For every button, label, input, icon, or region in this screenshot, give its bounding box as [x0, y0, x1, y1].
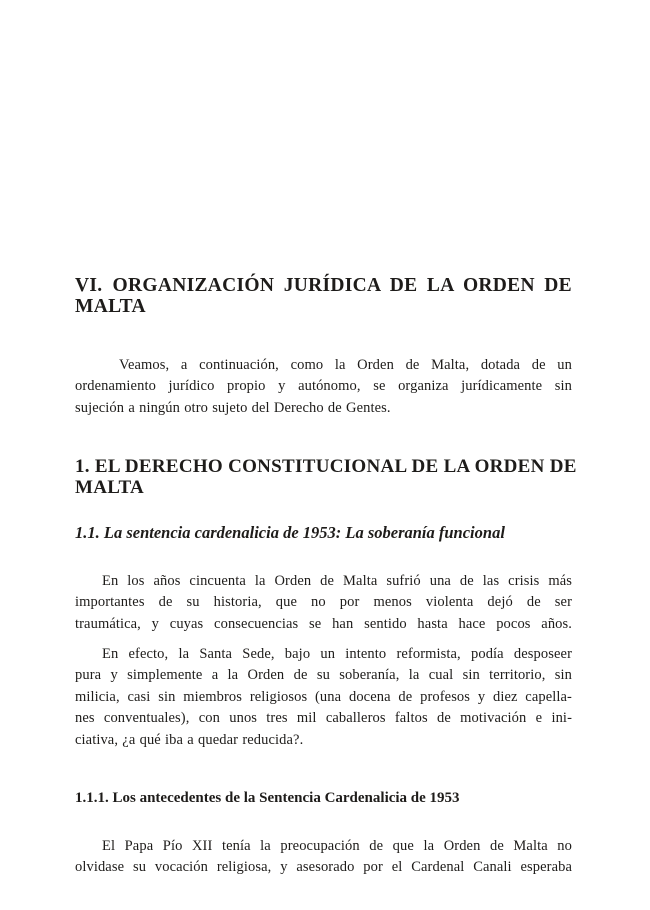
text-line: importantes de su historia, que no por menos violenta dejó de ser	[75, 594, 572, 610]
text-line: milicia, casi sin miembros religiosos (una docena de profesos y diez capella-	[75, 688, 572, 705]
text-line: sujeción a ningún otro sujeto del Derecho de Gentes.	[75, 399, 391, 416]
reform-paragraph	[75, 644, 572, 752]
crisis-paragraph	[75, 571, 572, 636]
text-line: pura y simplemente a la Orden de su soberanía, la cual sin territorio, sin	[75, 667, 572, 683]
text-line: En efecto, la Santa Sede, bajo un intento reformista, podía desposeer	[102, 645, 572, 662]
chapter-heading	[75, 275, 572, 317]
pope-paragraph	[75, 836, 572, 879]
text-line: ciativa, ¿a qué iba a quedar reducida?.	[75, 731, 304, 748]
text-line: 1. EL DERECHO CONSTITUCIONAL DE LA ORDEN DE	[75, 455, 577, 477]
text-line: El Papa Pío XII tenía la preocupación de que la Orden de Malta no	[102, 837, 572, 854]
text-line: MALTA	[75, 296, 146, 318]
subsubsection-heading: 1.1.1. Los antecedentes de la Sentencia Cardenalicia de 1953	[75, 789, 460, 806]
text-line: MALTA	[75, 476, 145, 498]
text-line: ordenamiento jurídico propio y autónomo, se organiza jurídicamente sin	[75, 378, 572, 394]
text-line: nes conventuales), con unos tres mil caballeros faltos de motivación e ini-	[75, 710, 572, 726]
text-line: En los años cincuenta la Orden de Malta sufrió una de las crisis más	[102, 572, 572, 589]
text-line: olvidase su vocación religiosa, y asesorado por el Cardenal Canali esperaba	[75, 859, 572, 875]
section-heading	[75, 455, 577, 498]
text-line: VI. ORGANIZACIÓN JURÍDICA DE LA ORDEN DE	[75, 275, 572, 297]
subsection-heading: 1.1. La sentencia cardenalicia de 1953: La soberanía funcional	[75, 522, 505, 542]
intro-paragraph	[75, 355, 572, 420]
text-line: Veamos, a continuación, como la Orden de Malta, dotada de un	[119, 356, 572, 373]
text-line: traumática, y cuyas consecuencias se han sentido hasta hace pocos años.	[75, 615, 572, 632]
